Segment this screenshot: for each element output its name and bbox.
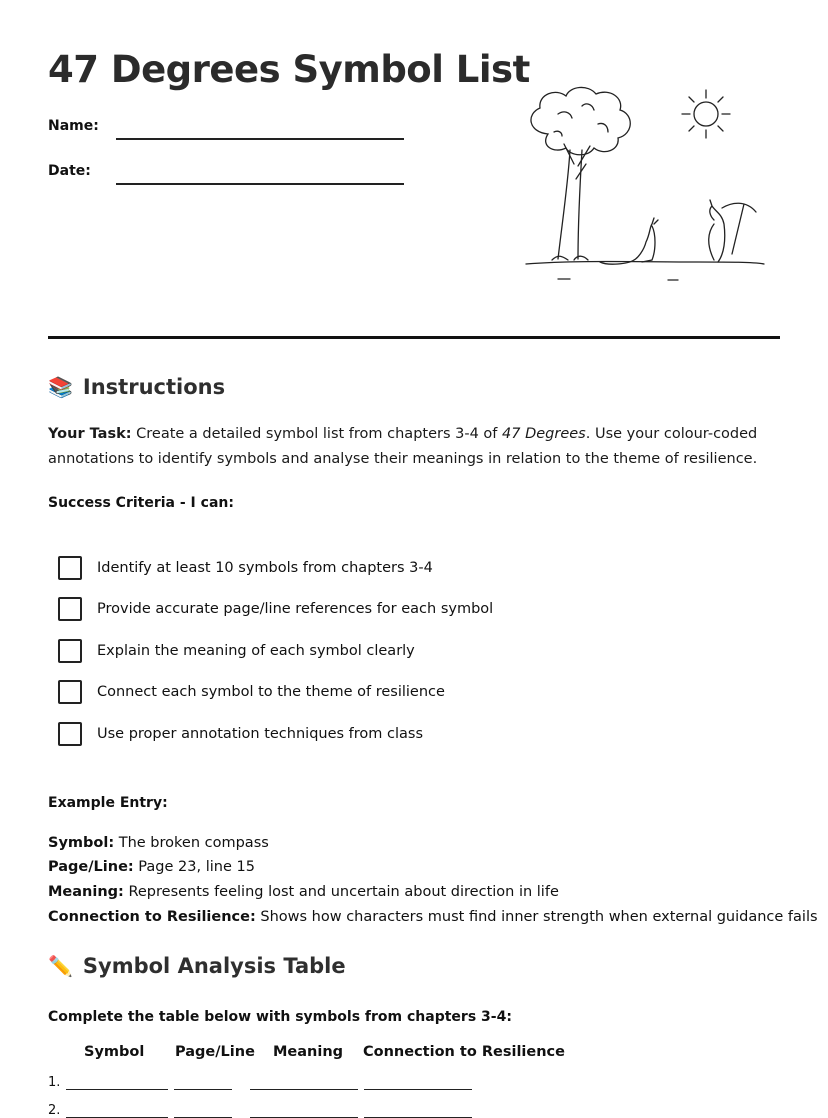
column-header-meaning: Meaning [273, 1044, 344, 1060]
criterion-item[interactable]: Use proper annotation techniques from class [58, 722, 423, 746]
page-blank[interactable] [174, 1105, 232, 1118]
symbol-blank[interactable] [66, 1105, 168, 1118]
example-label: Example Entry: [48, 795, 168, 811]
criterion-item[interactable]: Explain the meaning of each symbol clearly [58, 639, 415, 663]
table-row: 2. [48, 1103, 478, 1118]
connection-blank[interactable] [364, 1077, 472, 1090]
connection-blank[interactable] [364, 1105, 472, 1118]
date-field[interactable] [116, 183, 404, 185]
outback-illustration [518, 84, 768, 289]
checkbox[interactable] [58, 597, 82, 621]
symbol-blank[interactable] [66, 1077, 168, 1090]
section-divider [48, 336, 780, 339]
meaning-blank[interactable] [250, 1077, 358, 1090]
task-paragraph: Your Task: Create a detailed symbol list from chapters 3-4 of 47 Degrees. Use your colour-coded annotations to identify symbols and analyse their meanings in relation to the theme of resilience. [48, 426, 758, 467]
checkbox[interactable] [58, 680, 82, 704]
criteria-label: Success Criteria - I can: [48, 495, 234, 511]
books-icon: 📚 [48, 375, 73, 399]
table-heading: ✏️ Symbol Analysis Table [48, 954, 346, 978]
criterion-item[interactable]: Identify at least 10 symbols from chapters 3-4 [58, 556, 433, 580]
column-header-page: Page/Line [175, 1044, 255, 1060]
pencil-icon: ✏️ [48, 954, 73, 978]
checkbox[interactable] [58, 639, 82, 663]
criterion-item[interactable]: Connect each symbol to the theme of resilience [58, 680, 445, 704]
column-header-symbol: Symbol [84, 1044, 145, 1060]
meaning-blank[interactable] [250, 1105, 358, 1118]
example-connection: Connection to Resilience: Shows how characters must find inner strength when external guidance fails [48, 909, 818, 925]
page-blank[interactable] [174, 1077, 232, 1090]
name-label: Name: [48, 118, 99, 134]
criterion-item[interactable]: Provide accurate page/line references for each symbol [58, 597, 493, 621]
page-title: 47 Degrees Symbol List [48, 48, 530, 91]
table-row: 1. [48, 1075, 478, 1090]
name-field[interactable] [116, 138, 404, 140]
example-page: Page/Line: Page 23, line 15 [48, 859, 255, 875]
column-header-connection: Connection to Resilience [363, 1044, 565, 1060]
example-symbol: Symbol: The broken compass [48, 835, 269, 851]
table-instruction: Complete the table below with symbols from chapters 3-4: [48, 1009, 512, 1025]
checkbox[interactable] [58, 722, 82, 746]
example-meaning: Meaning: Represents feeling lost and uncertain about direction in life [48, 884, 559, 900]
date-label: Date: [48, 163, 91, 179]
checkbox[interactable] [58, 556, 82, 580]
instructions-heading: 📚 Instructions [48, 375, 226, 399]
